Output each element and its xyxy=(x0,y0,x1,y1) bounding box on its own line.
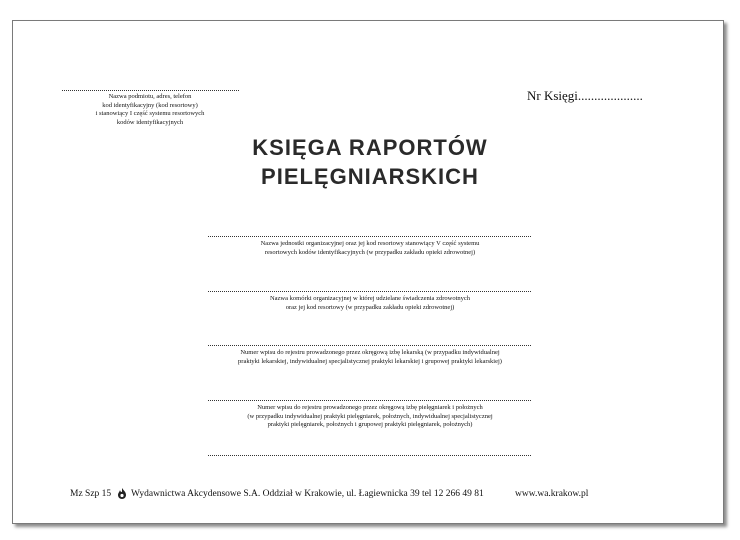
field4-bottom-dotted-line xyxy=(208,455,531,456)
field4-caption xyxy=(200,404,540,430)
caption-line: Numer wpisu do rejestru prowadzonego przez okręgową izbę pielęgniarek i położnych xyxy=(257,404,483,411)
field3-caption xyxy=(190,349,550,366)
publisher-logo-icon xyxy=(117,488,127,502)
field2-dotted-line xyxy=(208,291,531,292)
caption-line: kodów identyfikacyjnych xyxy=(116,118,184,126)
field1-dotted-line xyxy=(208,236,531,237)
field2-caption xyxy=(200,295,540,312)
footer-code: Mz Szp 15 xyxy=(70,489,112,499)
caption-line: Nazwa jednostki organizacyjnej oraz jej kod resortowy stanowiący V część systemu xyxy=(260,240,480,247)
document-title-line1: KSIĘGA RAPORTÓW xyxy=(252,135,488,160)
field4-dotted-line xyxy=(208,400,531,401)
book-number-field xyxy=(527,88,643,104)
footer-website: www.wa.krakow.pl xyxy=(515,489,589,499)
caption-line: (w przypadku indywidualnej praktyki pielęgniarek, położnych, indywidualnej specjalistycznej xyxy=(247,412,493,420)
caption-line: resortowych kodów identyfikacyjnych (w przypadku zakładu opieki zdrowotnej) xyxy=(264,248,476,256)
caption-line: praktyki pielęgniarek, położnych i grupowej praktyki pielęgniarek, położnych) xyxy=(267,421,473,429)
top-left-caption xyxy=(60,93,240,127)
book-number-dots: .................... xyxy=(577,88,643,103)
footer-publisher: Wydawnictwa Akcydensowe S.A. Oddział w Krakowie, ul. Łagiewnicka 39 tel 12 266 49 81 xyxy=(131,489,484,499)
caption-line: praktyki lekarskiej, indywidualnej specjalistycznej praktyki lekarskiej i grupowej praktyki lekarskiej) xyxy=(238,357,502,365)
caption-line: Nazwa podmiotu, adres, telefon xyxy=(108,93,192,100)
document-title-line2: PIELĘGNIARSKICH xyxy=(261,164,479,189)
field3-dotted-line xyxy=(208,345,531,346)
book-number-label: Nr Księgi xyxy=(527,88,578,103)
top-left-dotted-line xyxy=(62,90,239,91)
field1-caption xyxy=(200,240,540,257)
caption-line: kod identyfikacyjny (kod resortowy) xyxy=(102,101,198,109)
caption-line: oraz jej kod resortowy (w przypadku zakładu opieki zdrowotnej) xyxy=(285,303,455,311)
caption-line: Numer wpisu do rejestru prowadzonego przez okręgową izbę lekarską (w przypadku indywidualnej xyxy=(240,349,500,356)
caption-line: Nazwa komórki organizacyjnej w której udzielane świadczenia zdrowotnych xyxy=(269,295,471,302)
caption-line: i stanowiący I część systemu resortowych xyxy=(95,110,205,118)
